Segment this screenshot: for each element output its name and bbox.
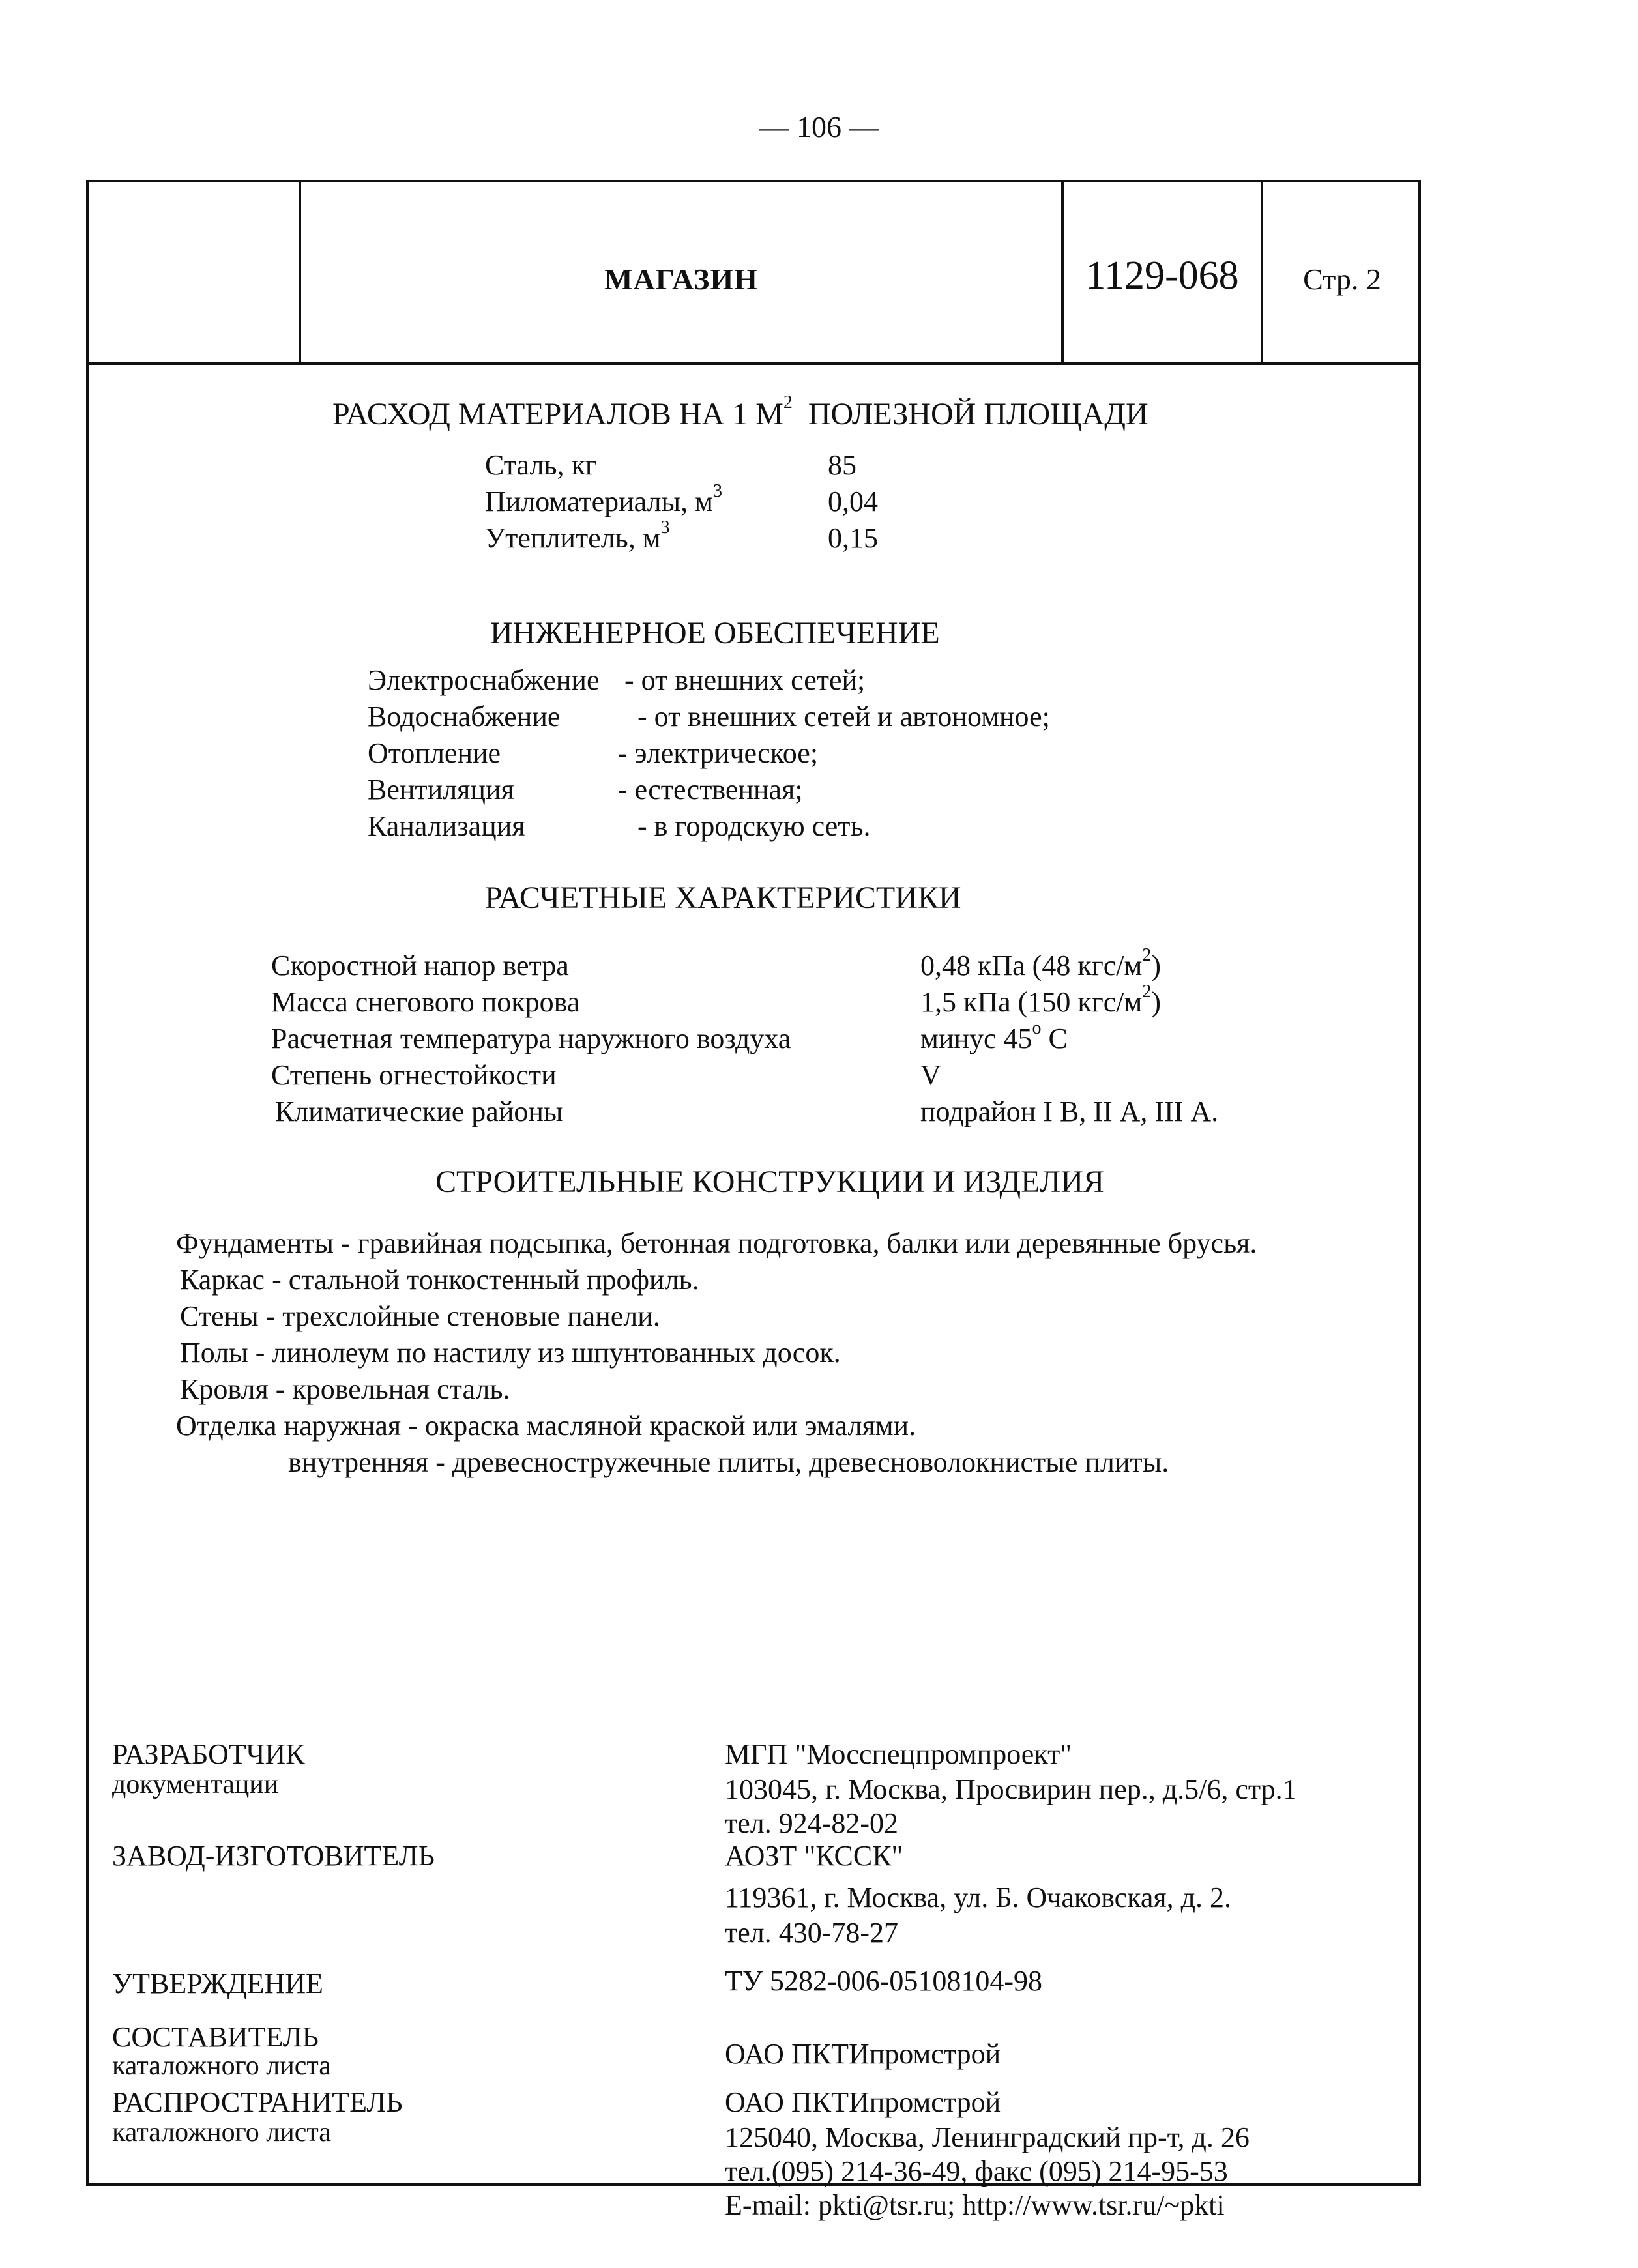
- structures-line: Полы - линолеум по настилу из шпунтованных досок.: [180, 1337, 841, 1369]
- design-label: Климатические районы: [275, 1096, 563, 1127]
- engineering-label: Водоснабжение: [368, 701, 561, 733]
- manufacturer-name: АОЗТ "КССК": [725, 1840, 903, 1872]
- materials-label: Сталь, кг: [485, 449, 597, 481]
- materials-value: 0,04: [828, 486, 878, 517]
- developer-sublabel: документации: [112, 1769, 279, 1799]
- engineering-heading: ИНЖЕНЕРНОЕ ОБЕСПЕЧЕНИЕ: [490, 616, 940, 650]
- developer-name: МГП "Мосспецпромпроект": [725, 1738, 1072, 1770]
- engineering-value: - естественная;: [618, 774, 803, 806]
- design-label: Масса снегового покрова: [271, 986, 580, 1018]
- structures-line: Отделка наружная - окраска масляной краской или эмалями.: [176, 1410, 916, 1442]
- page-label: Стр. 2: [1303, 263, 1381, 296]
- approval-label: УТВЕРЖДЕНИЕ: [112, 1968, 323, 1999]
- design-label: Степень огнестойкости: [271, 1059, 557, 1091]
- engineering-label: Электроснабжение: [368, 664, 600, 696]
- design-value: 1,5 кПа (150 кгс/$м^2$): [920, 981, 1162, 1018]
- materials-label: Утеплитель, $м^3$: [485, 517, 670, 554]
- design-value: V: [920, 1059, 941, 1091]
- materials-heading: РАСХОД МАТЕРИАЛОВ НА 1 $М^2$ ПОЛЕЗНОЙ ПЛОЩАДИ: [332, 392, 1148, 431]
- engineering-value: - в городскую сеть.: [637, 810, 871, 842]
- compiler-label: СОСТАВИТЕЛЬ: [112, 2021, 319, 2053]
- materials-value: 85: [828, 449, 856, 481]
- materials-value: 0,15: [828, 522, 878, 554]
- structures-line: Каркас - стальной тонкостенный профиль.: [180, 1264, 699, 1296]
- page-number: — 106 —: [759, 110, 879, 143]
- approval-value: ТУ 5282-006-05108104-98: [725, 1965, 1042, 1997]
- structures-heading: СТРОИТЕЛЬНЫЕ КОНСТРУКЦИИ И ИЗДЕЛИЯ: [435, 1165, 1104, 1199]
- distributor-name: ОАО ПКТИпромстрой: [725, 2086, 1001, 2118]
- engineering-value: - от внешних сетей и автономное;: [637, 701, 1050, 733]
- structures-line: внутренняя - древесностружечные плиты, древесноволокнистые плиты.: [288, 1446, 1169, 1478]
- compiler-value: ОАО ПКТИпромстрой: [725, 2038, 1001, 2070]
- manufacturer-phone: тел. 430-78-27: [725, 1917, 899, 1949]
- header-divider: [86, 362, 1421, 365]
- design-value: минус 45$^o$ С: [920, 1018, 1068, 1054]
- compiler-sublabel: каталожного листа: [112, 2051, 331, 2081]
- developer-address: 103045, г. Москва, Просвирин пер., д.5/6, стр.1: [725, 1773, 1297, 1805]
- document-code: 1129-068: [1085, 254, 1239, 298]
- distributor-phone: тел.(095) 214-36-49, факс (095) 214-95-53: [725, 2155, 1228, 2187]
- design-heading: РАСЧЕТНЫЕ ХАРАКТЕРИСТИКИ: [485, 880, 961, 915]
- distributor-sublabel: каталожного листа: [112, 2117, 331, 2147]
- engineering-value: - электрическое;: [618, 737, 819, 769]
- design-value: подрайон I В, II А, III А.: [920, 1096, 1219, 1127]
- structures-line: Фундаменты - гравийная подсыпка, бетонная подготовка, балки или деревянные брусья.: [176, 1227, 1257, 1259]
- engineering-value: - от внешних сетей;: [624, 664, 866, 696]
- distributor-address: 125040, Москва, Ленинградский пр-т, д. 26: [725, 2121, 1250, 2153]
- developer-phone: тел. 924-82-02: [725, 1807, 899, 1839]
- document-title: МАГАЗИН: [604, 263, 758, 296]
- materials-label: Пиломатериалы, $м^3$: [485, 481, 722, 517]
- developer-label: РАЗРАБОТЧИК: [112, 1738, 305, 1770]
- distributor-label: РАСПРОСТРАНИТЕЛЬ: [112, 2086, 403, 2118]
- distributor-web: E-mail: pkti@tsr.ru; http://www.tsr.ru/~pkti: [725, 2189, 1225, 2221]
- engineering-label: Вентиляция: [368, 774, 514, 806]
- design-label: Скоростной напор ветра: [271, 950, 569, 981]
- manufacturer-label: ЗАВОД-ИЗГОТОВИТЕЛЬ: [112, 1840, 435, 1872]
- manufacturer-address: 119361, г. Москва, ул. Б. Очаковская, д. 2.: [725, 1882, 1231, 1913]
- engineering-label: Канализация: [368, 810, 525, 842]
- design-value: 0,48 кПа (48 кгс/$м^2$): [920, 945, 1162, 981]
- engineering-label: Отопление: [368, 737, 501, 769]
- structures-line: Стены - трехслойные стеновые панели.: [180, 1300, 660, 1332]
- structures-line: Кровля - кровельная сталь.: [180, 1373, 510, 1405]
- design-label: Расчетная температура наружного воздуха: [271, 1023, 791, 1054]
